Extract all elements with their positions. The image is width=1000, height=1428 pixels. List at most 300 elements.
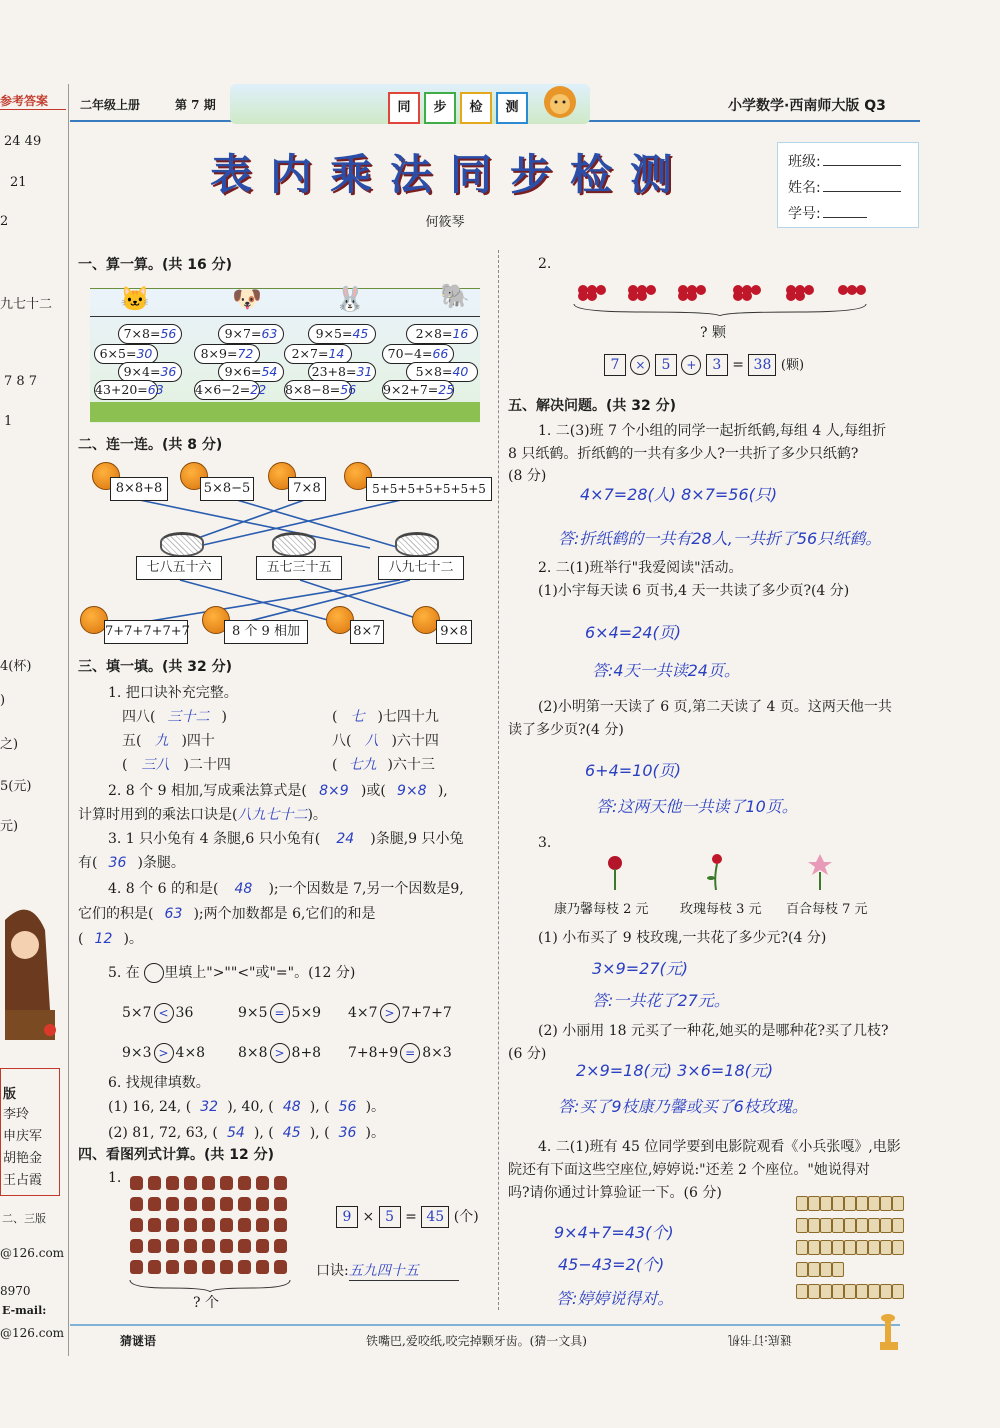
calc-question: 2×8=: [415, 326, 453, 341]
s3-q1-item: [122, 730, 215, 750]
compare-operand: 5×9: [291, 1005, 322, 1021]
p2-intro: 2. 二(1)班举行"我爱阅读"活动。: [538, 560, 743, 576]
compare-operand: 7+7+7: [401, 1005, 452, 1021]
calc-question: 2×7=: [291, 346, 329, 361]
left-line: 4(杯): [0, 659, 32, 674]
bear-icon: [220, 1239, 233, 1253]
seat-icon: [844, 1240, 856, 1255]
text: 5. 在: [108, 965, 140, 981]
answer-box[interactable]: 38: [748, 354, 776, 376]
calc-question: 9×7=: [224, 326, 262, 341]
match-middle-card[interactable]: 八九七十二: [378, 556, 464, 580]
answer-box[interactable]: 5: [655, 354, 677, 376]
seat-icon: [892, 1196, 904, 1211]
calc-answer[interactable]: 25: [438, 382, 455, 397]
class-label: 班级:: [788, 154, 821, 170]
match-bottom-card[interactable]: 8×7: [350, 620, 384, 644]
left-line: 之): [0, 737, 19, 752]
seat-icon: [856, 1284, 868, 1299]
answer-box[interactable]: 45: [421, 1206, 449, 1228]
answer[interactable]: 12: [94, 931, 113, 947]
seat-icon: [832, 1240, 844, 1255]
compare-operand: 5×7: [122, 1005, 152, 1021]
seat-icon: [796, 1284, 808, 1299]
calc-oval[interactable]: [406, 324, 478, 344]
p2-1: (1)小宇每天读 6 页书,4 天一共读了多少页?(4 分): [538, 583, 850, 599]
calc-answer[interactable]: 31: [356, 364, 373, 379]
seat-icon: [880, 1240, 892, 1255]
answer[interactable]: 48: [282, 1099, 301, 1115]
calc-oval[interactable]: [94, 344, 158, 364]
match-top-card[interactable]: 7×8: [288, 477, 326, 501]
name-label: 姓名:: [788, 180, 821, 196]
bear-icon: [184, 1176, 197, 1190]
dog-icon: 🐶: [232, 285, 262, 313]
section1-title: 一、算一算。(共 16 分): [78, 257, 233, 273]
compare-circle[interactable]: >: [270, 1043, 290, 1063]
calc-oval[interactable]: [118, 324, 182, 344]
bear-icon: [202, 1176, 215, 1190]
text: )。: [307, 807, 327, 823]
seat-icon: [820, 1262, 832, 1277]
seat-icon: [832, 1262, 844, 1277]
calc-oval[interactable]: [406, 362, 478, 382]
s3-q6: 6. 找规律填数。: [108, 1075, 210, 1091]
calc-question: 8×9=: [200, 346, 238, 361]
text: )七四十九: [377, 709, 439, 725]
calc-answer[interactable]: 22: [250, 382, 267, 397]
calc-answer[interactable]: 16: [452, 326, 469, 341]
text: );两个加数都是 6,它们的和是: [193, 906, 376, 922]
calc-oval[interactable]: [284, 344, 352, 364]
p2-2-answer[interactable]: 答:这两天他一共读了10页。: [596, 797, 798, 816]
bear-icon: [130, 1239, 143, 1253]
p2-2-line: 读了多少页?(4 分): [508, 722, 624, 738]
bear-icon: [220, 1218, 233, 1232]
left-line: ): [0, 693, 6, 708]
answer[interactable]: 八九七十二: [237, 807, 308, 823]
student-info-box: [777, 142, 919, 228]
bear-icon: [220, 1197, 233, 1211]
calc-question: 23+8=: [311, 364, 357, 379]
cherry-caption: ? 颗: [700, 325, 726, 341]
s4-caption: ? 个: [193, 1295, 219, 1311]
sync-box: 步: [424, 92, 456, 124]
left-line: 21: [10, 175, 27, 190]
bear-icon: [202, 1218, 215, 1232]
bear-icon: [256, 1197, 269, 1211]
seat-icon: [808, 1262, 820, 1277]
koujue-answer[interactable]: 五九四十五: [349, 1260, 459, 1281]
s3-q1-item: [332, 730, 439, 750]
riddle-text: 铁嘴巴,爱咬纸,咬完掉颗牙齿。(猜一文具): [366, 1334, 587, 1348]
calc-question: 70−4=: [387, 346, 433, 361]
unit: (个): [453, 1209, 479, 1225]
bear-icon: [256, 1260, 269, 1274]
bear-icon: [256, 1218, 269, 1232]
girl-illustration: [0, 900, 60, 1050]
bear-icon: [238, 1197, 251, 1211]
p1-work[interactable]: 4×7=28(人) 8×7=56(只): [580, 485, 778, 504]
hoop-icon: [395, 532, 439, 557]
calc-oval[interactable]: [218, 362, 284, 382]
match-bottom-card[interactable]: 7+7+7+7+7: [104, 620, 188, 644]
answer[interactable]: 54: [226, 1125, 245, 1141]
text: 计算时用到的乘法口诀是(: [78, 807, 238, 823]
bear-icon: [256, 1239, 269, 1253]
s3-q1: 1. 把口诀补充完整。: [108, 685, 238, 701]
answer-box[interactable]: 3: [706, 354, 728, 376]
bear-icon: [274, 1176, 287, 1190]
seat-icon: [844, 1218, 856, 1233]
calc-oval[interactable]: [218, 324, 284, 344]
s3-q1-item: [332, 706, 439, 726]
seat-icon: [868, 1218, 880, 1233]
brace-icon: [572, 302, 868, 316]
editor-name: 申庆军: [3, 1129, 43, 1144]
match-middle-card[interactable]: 五七三十五: [256, 556, 342, 580]
s3-q1-item: [122, 706, 227, 726]
text: )六十四: [391, 733, 439, 749]
seat-icon: [868, 1284, 880, 1299]
seat-icon: [808, 1218, 820, 1233]
section3-title: 三、填一填。(共 32 分): [78, 659, 233, 675]
seat-icon: [796, 1240, 808, 1255]
hoop-icon: [160, 532, 204, 557]
p4-answer[interactable]: 答:婷婷说得对。: [556, 1289, 674, 1308]
p3-2-line: (2) 小丽用 18 元买了一种花,她买的是哪种花?买了几枝?: [538, 1023, 889, 1039]
text: )二十四: [183, 757, 231, 773]
calc-oval[interactable]: [284, 380, 357, 400]
column-divider: [498, 250, 499, 1310]
match-top-card[interactable]: 8×8+8: [110, 477, 168, 501]
bear-icon: [148, 1239, 161, 1253]
answer[interactable]: 三十二: [167, 709, 210, 725]
bear-icon: [184, 1218, 197, 1232]
editors-label: 版: [3, 1087, 17, 1102]
seat-icon: [808, 1240, 820, 1255]
compare-item: [238, 1003, 321, 1023]
answer[interactable]: 9×8: [397, 783, 427, 799]
bear-icon: [184, 1197, 197, 1211]
p1-answer[interactable]: 答:折纸鹤的一共有28人,一共折了56只纸鹤。: [558, 529, 882, 548]
grass: [90, 402, 480, 422]
calc-oval[interactable]: [118, 362, 182, 382]
riddle-label: 猜谜语: [120, 1334, 157, 1348]
compare-operand: 8×3: [422, 1045, 452, 1061]
left-answer-strip: [0, 0, 70, 1428]
answer[interactable]: 56: [338, 1099, 357, 1115]
bear-icon: [184, 1260, 197, 1274]
p3-num: 3.: [538, 835, 552, 851]
calc-question: 8×8−8=: [285, 382, 341, 397]
text: 里填上">""<"或"="。(12 分): [164, 965, 356, 981]
riddle-answer: 谜底:订书机: [728, 1333, 793, 1347]
p3-2-answer[interactable]: 答:买了9枝康乃馨或买了6枝玫瑰。: [558, 1097, 808, 1116]
seat-icon: [820, 1284, 832, 1299]
seat-icon: [880, 1284, 892, 1299]
match-top-card[interactable]: 5×8−5: [200, 477, 254, 501]
bear-icon: [220, 1176, 233, 1190]
answer[interactable]: 48: [234, 881, 253, 897]
cat-icon: 🐱: [120, 285, 150, 313]
bear-icon: [148, 1197, 161, 1211]
cherry-icon: [696, 285, 706, 295]
compare-circle[interactable]: =: [400, 1043, 420, 1063]
p1-line: 1. 二(3)班 7 个小组的同学一起折纸鹤,每组 4 人,每组折: [538, 423, 887, 439]
answer-box[interactable]: 9: [336, 1206, 358, 1228]
seat-icon: [832, 1284, 844, 1299]
seat-icon: [880, 1218, 892, 1233]
seat-icon: [880, 1196, 892, 1211]
bear-icon: [148, 1176, 161, 1190]
section5-title: 五、解决问题。(共 32 分): [508, 398, 677, 414]
p2-2-work[interactable]: 6+4=10(页): [585, 761, 682, 780]
flower-price: 百合每枝 7 元: [786, 902, 868, 917]
cherry-icon: [637, 291, 647, 301]
section2-title: 二、连一连。(共 8 分): [78, 437, 223, 453]
bear-icon: [166, 1197, 179, 1211]
lion-mascot-icon: [540, 84, 580, 122]
compare-operand: 7+8+9: [348, 1045, 399, 1061]
brace-icon: [128, 1278, 292, 1292]
s3-q1-item: [332, 754, 435, 774]
student-id-field[interactable]: [788, 203, 867, 223]
seat-icon: [844, 1196, 856, 1211]
p3-1-work[interactable]: 3×9=27(元): [592, 959, 689, 978]
bear-icon: [238, 1260, 251, 1274]
text: 八(: [332, 733, 352, 749]
calc-oval[interactable]: [308, 362, 376, 382]
calc-oval[interactable]: [194, 344, 260, 364]
bear-icon: [274, 1239, 287, 1253]
p4-line: 院还有下面这些空座位,婷婷说:"还差 2 个座位。"她说得对: [508, 1162, 870, 1178]
calc-question: 4×6−2=: [195, 382, 251, 397]
p4-work[interactable]: 9×4+7=43(个): [554, 1223, 674, 1242]
match-bottom-card[interactable]: 9×8: [436, 620, 472, 644]
bear-icon: [166, 1218, 179, 1232]
compare-circle[interactable]: >: [380, 1003, 400, 1023]
answer[interactable]: 九: [154, 733, 169, 749]
seat-icon: [892, 1284, 904, 1299]
compare-operand: 4×8: [175, 1045, 206, 1061]
p2-2-line: (2)小明第一天读了 6 页,第二天读了 4 页。这两天他一共: [538, 699, 892, 715]
left-bottom-line: 二、三版: [2, 1212, 46, 1225]
calc-answer[interactable]: 66: [432, 346, 449, 361]
p4-work[interactable]: 45−43=2(个): [558, 1255, 665, 1274]
seat-icon: [856, 1240, 868, 1255]
compare-circle[interactable]: >: [154, 1043, 174, 1063]
calc-oval[interactable]: [308, 324, 376, 344]
calc-answer[interactable]: 54: [261, 364, 278, 379]
bear-icon: [166, 1239, 179, 1253]
bear-icon: [148, 1218, 161, 1232]
seat-icon: [892, 1218, 904, 1233]
calc-answer[interactable]: 56: [340, 382, 357, 397]
match-top-card[interactable]: 5+5+5+5+5+5+5: [366, 477, 492, 501]
calc-answer[interactable]: 36: [160, 364, 177, 379]
p2-1-work[interactable]: 6×4=24(页): [585, 623, 682, 642]
answer-box[interactable]: 5: [379, 1206, 401, 1228]
calc-answer[interactable]: 40: [452, 364, 469, 379]
left-line: 7 8 7: [4, 374, 38, 389]
p1-line: (8 分): [508, 468, 547, 484]
answer[interactable]: 36: [108, 855, 127, 871]
seat-icon: [820, 1218, 832, 1233]
calc-oval[interactable]: [382, 344, 454, 364]
calc-oval[interactable]: [194, 380, 267, 400]
calc-question: 5×8=: [415, 364, 453, 379]
p3-2-work[interactable]: 2×9=18(元) 3×6=18(元): [576, 1061, 774, 1080]
page-title: 表内乘法同步检测: [209, 150, 690, 199]
seat-icon: [868, 1196, 880, 1211]
answer[interactable]: 三八: [141, 757, 170, 773]
editor-name: 李玲: [3, 1107, 30, 1122]
match-bottom-card[interactable]: 8 个 9 相加: [224, 620, 308, 644]
cherry-icon: [795, 291, 805, 301]
calc-answer[interactable]: 63: [147, 382, 164, 397]
calc-answer[interactable]: 63: [261, 326, 278, 341]
text: (: [332, 709, 338, 725]
cherry-icon: [751, 285, 761, 295]
calc-answer[interactable]: 72: [237, 346, 254, 361]
flower-price: 康乃馨每枝 2 元: [554, 902, 649, 917]
answers-label: 参考答案: [0, 92, 66, 110]
bear-icon: [256, 1176, 269, 1190]
compare-item: [122, 1003, 193, 1023]
text: 2. 8 个 9 相加,写成乘法算式是(: [108, 783, 307, 799]
bear-icon: [130, 1260, 143, 1274]
bear-icon: [184, 1239, 197, 1253]
sync-box: 同: [388, 92, 420, 124]
sync-box: 测: [496, 92, 528, 124]
equals-sign: =: [732, 357, 744, 373]
s3-q1-item: [122, 754, 231, 774]
calc-answer[interactable]: 45: [352, 326, 369, 341]
text: ), (: [309, 1099, 330, 1115]
calc-question: 9×5=: [315, 326, 353, 341]
circle-icon: [144, 963, 164, 983]
unit: (颗): [780, 358, 805, 373]
giraffe-icon: [872, 1312, 902, 1356]
calc-oval[interactable]: [94, 380, 164, 400]
answer[interactable]: 36: [338, 1125, 357, 1141]
text: )或(: [360, 783, 386, 799]
left-line: 2: [0, 214, 9, 229]
answer[interactable]: 63: [164, 906, 183, 922]
editor-name: 胡艳金: [3, 1151, 43, 1166]
author: 何筱琴: [425, 215, 465, 230]
koujue-label: 口诀:: [316, 1263, 349, 1279]
cherry-icon: [596, 285, 606, 295]
left-line: 元): [0, 819, 19, 834]
class-field[interactable]: [788, 151, 901, 171]
seat-icon: [808, 1196, 820, 1211]
answer[interactable]: 24: [336, 831, 355, 847]
text: )条腿,9 只小兔: [370, 831, 464, 847]
seat-icon: [820, 1196, 832, 1211]
times-sign: ×: [362, 1209, 375, 1225]
text: )。: [365, 1125, 386, 1141]
calc-answer[interactable]: 30: [136, 346, 153, 361]
compare-circle[interactable]: <: [154, 1003, 174, 1023]
calc-oval[interactable]: [382, 380, 454, 400]
bear-icon: [130, 1176, 143, 1190]
compare-item: [238, 1043, 321, 1063]
bear-icon: [274, 1218, 287, 1232]
calc-question: 9×4=: [123, 364, 161, 379]
seat-icon: [844, 1284, 856, 1299]
calc-question: 9×2+7=: [383, 382, 439, 397]
answer[interactable]: 8×9: [319, 783, 349, 799]
compare-item: [348, 1003, 452, 1023]
p1-line: 8 只纸鹤。折纸鹤的一共有多少人?一共折了多少只纸鹤?: [508, 446, 859, 462]
p3-1-answer[interactable]: 答:一共花了27元。: [592, 991, 730, 1010]
seat-icon: [832, 1218, 844, 1233]
name-field[interactable]: [788, 177, 901, 197]
calc-answer[interactable]: 14: [328, 346, 345, 361]
text: 四八(: [122, 709, 156, 725]
bear-icon: [202, 1197, 215, 1211]
flower-price: 玫瑰每枝 3 元: [680, 902, 762, 917]
text: 五(: [122, 733, 142, 749]
bear-icon: [166, 1176, 179, 1190]
p3-2-line: (6 分): [508, 1046, 547, 1062]
cherry-icon: [804, 285, 814, 295]
text: ), (: [309, 1125, 330, 1141]
bear-icon: [202, 1239, 215, 1253]
calc-answer[interactable]: 56: [160, 326, 177, 341]
match-middle-card[interactable]: 七八五十六: [136, 556, 222, 580]
seat-icon: [856, 1218, 868, 1233]
text: (2) 81, 72, 63, (: [108, 1125, 218, 1141]
answer[interactable]: 七: [350, 709, 365, 725]
compare-operand: 8+8: [291, 1045, 322, 1061]
issue-label: 第 7 期: [175, 98, 216, 112]
text: 3. 1 只小兔有 4 条腿,6 只小兔有(: [108, 831, 321, 847]
seat-icon: [868, 1240, 880, 1255]
bear-icon: [274, 1197, 287, 1211]
calc-question: 7×8=: [123, 326, 161, 341]
compare-circle[interactable]: =: [270, 1003, 290, 1023]
bear-icon: [238, 1218, 251, 1232]
text: )。: [123, 931, 143, 947]
bear-icon: [148, 1260, 161, 1274]
answer-box[interactable]: 7: [604, 354, 626, 376]
left-bottom-line: 8970: [0, 1284, 31, 1298]
seat-icon: [832, 1196, 844, 1211]
s4-q1-num: 1.: [108, 1170, 122, 1186]
rose-icon: [704, 852, 726, 894]
wire: [90, 316, 480, 317]
operator-circle[interactable]: +: [681, 355, 701, 375]
operator-circle[interactable]: ×: [630, 355, 650, 375]
left-divider: [68, 84, 69, 1356]
answer[interactable]: 八: [364, 733, 379, 749]
answer[interactable]: 32: [200, 1099, 219, 1115]
editors-box: [0, 1068, 60, 1196]
text: )条腿。: [137, 855, 185, 871]
cherry-icon: [742, 291, 752, 301]
seat-icon: [892, 1240, 904, 1255]
answer[interactable]: 45: [282, 1125, 301, 1141]
p2-1-answer[interactable]: 答:4天一共读24页。: [592, 661, 740, 680]
bear-icon: [202, 1260, 215, 1274]
left-line: 九七十二: [0, 297, 53, 312]
answer[interactable]: 七九: [348, 757, 377, 773]
bear-icon: [220, 1260, 233, 1274]
bear-icon: [130, 1197, 143, 1211]
